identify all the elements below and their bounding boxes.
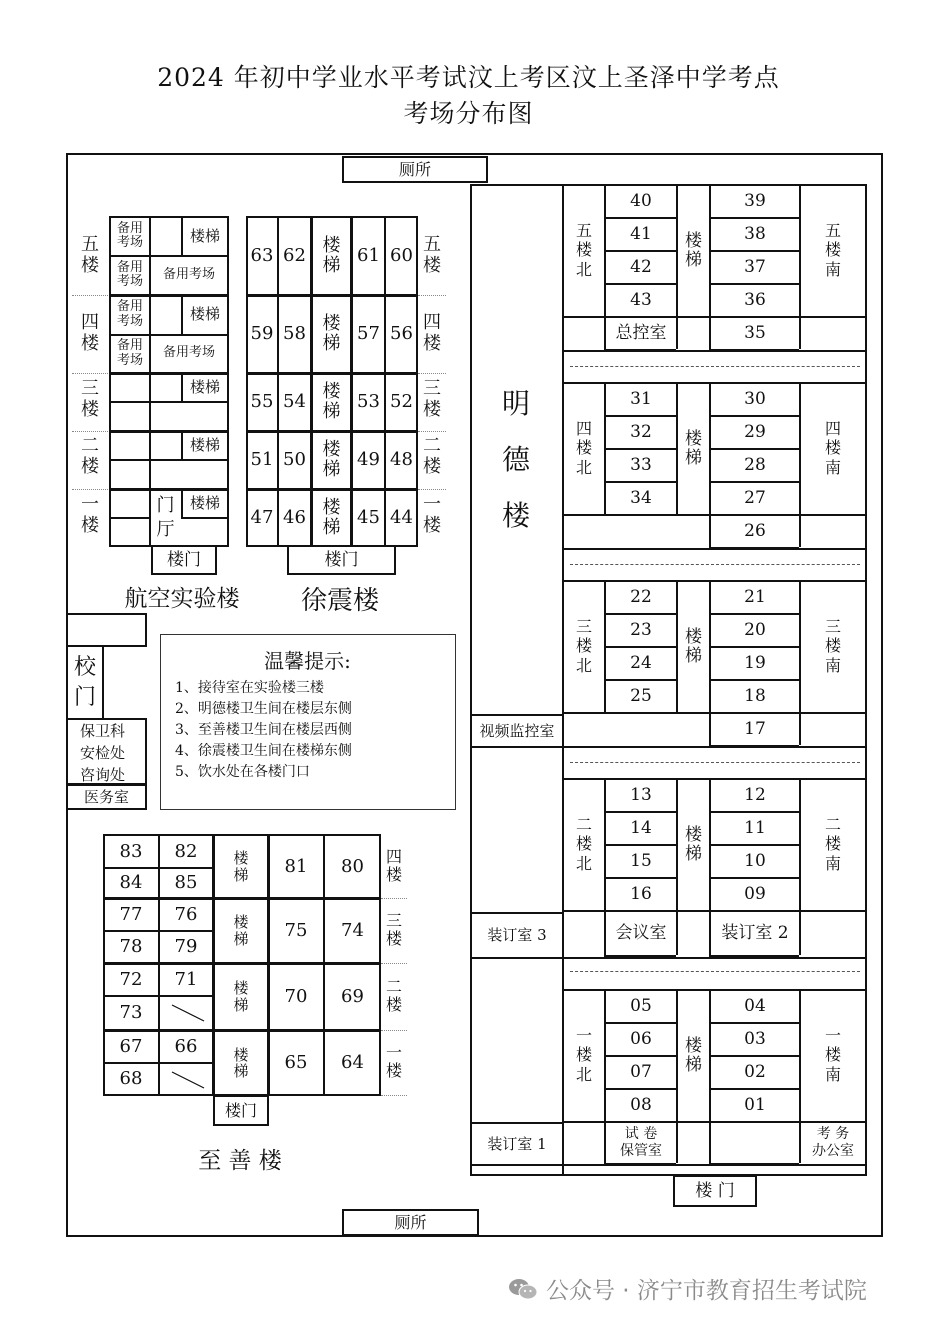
exam-room: 20 (744, 620, 766, 641)
exam-room: 73 (119, 1001, 143, 1023)
exam-room: 58 (283, 323, 306, 345)
exam-room: 69 (341, 985, 364, 1007)
exam-room: 61 (357, 244, 380, 266)
zs-floor-3: 三楼 (385, 910, 402, 948)
md-empty-cell (711, 1123, 799, 1163)
md-line (604, 1163, 676, 1165)
hk-stairs: 楼梯 (189, 305, 220, 324)
md-floor-north: 五楼北 (576, 221, 593, 279)
md-corridor (570, 971, 860, 972)
zs-stairs: 楼梯 (233, 979, 249, 1014)
exam-room: 64 (341, 1052, 364, 1074)
xz-floor-1: 一楼 (423, 494, 441, 536)
office-inspection: 安检处 (80, 744, 126, 762)
md-special-room: 试 卷 保管室 (620, 1125, 662, 1159)
exam-room: 37 (744, 257, 766, 278)
hk-floor-3: 三楼 (81, 378, 99, 420)
zs-divider (381, 1030, 407, 1031)
hk-backup-room: 备用考场 (162, 266, 215, 282)
exam-room: 62 (283, 244, 306, 266)
md-stairs: 楼梯 (685, 429, 702, 468)
exam-room: 07 (630, 1062, 652, 1083)
hk-lobby: 门厅 (156, 495, 175, 540)
hk-floor-2: 二楼 (81, 435, 99, 477)
exam-room: 66 (174, 1035, 198, 1057)
exam-room: 40 (630, 191, 652, 212)
exam-room: 72 (119, 968, 143, 990)
xz-building-name: 徐震楼 (300, 586, 379, 616)
md-line (709, 1163, 799, 1165)
exam-room: 55 (250, 391, 274, 413)
exam-room: 63 (250, 244, 274, 266)
exam-room: 54 (283, 391, 306, 413)
xz-stairs: 楼梯 (322, 381, 341, 422)
md-corridor (570, 564, 860, 565)
exam-room: 27 (744, 488, 766, 509)
exam-room: 68 (119, 1068, 143, 1090)
exam-room: 57 (357, 323, 380, 345)
exam-room: 78 (119, 935, 143, 957)
exam-room: 04 (744, 996, 766, 1017)
md-binding-room-3: 装订室 3 (487, 926, 547, 945)
exam-room: 70 (284, 985, 308, 1007)
exam-room: 50 (283, 449, 306, 471)
exam-room: 80 (341, 855, 364, 877)
tip-item: 3、至善楼卫生间在楼层西侧 (175, 722, 352, 738)
exam-room: 77 (119, 903, 143, 925)
md-special-room: 总控室 (615, 322, 667, 343)
md-stairs: 楼梯 (685, 825, 702, 864)
md-line (799, 910, 801, 955)
exam-room: 51 (250, 449, 274, 471)
md-line (799, 316, 801, 349)
zs-stairs: 楼梯 (233, 1045, 249, 1080)
exam-room: 41 (630, 224, 652, 245)
hk-door: 楼门 (151, 545, 217, 575)
exam-room: 74 (341, 919, 364, 941)
zs-divider (381, 963, 407, 964)
hk-floor-1: 一楼 (81, 494, 99, 536)
md-special-room: 装订室 2 (721, 923, 789, 944)
xz-stairs: 楼梯 (322, 497, 341, 538)
exam-room: 21 (744, 587, 766, 608)
zs-divider (381, 1095, 407, 1096)
md-line (709, 955, 799, 957)
watermark: 公众号 · 济宁市教育招生考试院 (508, 1272, 918, 1305)
exam-room: 60 (390, 244, 413, 266)
exam-room: 71 (174, 968, 198, 990)
exam-room: 25 (630, 686, 652, 707)
exam-room: 26 (744, 521, 766, 542)
zs-stairs: 楼梯 (233, 849, 249, 884)
zs-floor-2: 二楼 (385, 976, 402, 1014)
exam-room: 23 (630, 620, 652, 641)
exam-room: 12 (744, 785, 766, 806)
md-floor-north: 三楼北 (576, 617, 593, 675)
tip-item: 1、接待室在实验楼三楼 (175, 680, 324, 696)
exam-room: 19 (744, 653, 766, 674)
exam-room: 43 (630, 290, 652, 311)
exam-room: 05 (630, 996, 652, 1017)
exam-room: 13 (630, 785, 652, 806)
md-floor-north: 二楼北 (576, 815, 593, 873)
hk-backup-room: 备用考场 (116, 220, 143, 250)
exam-room: 09 (744, 884, 766, 905)
zs-stairs: 楼梯 (233, 913, 249, 948)
xz-floor-3: 三楼 (423, 378, 441, 420)
zs-door: 楼门 (213, 1095, 269, 1126)
md-corridor (570, 762, 860, 763)
exam-room: 49 (357, 449, 380, 471)
exam-room: 38 (744, 224, 766, 245)
exam-room: 10 (744, 851, 766, 872)
md-line (676, 910, 678, 955)
exam-room: 17 (744, 719, 766, 740)
md-special-room: 会议室 (615, 922, 667, 943)
exam-room: 02 (744, 1062, 766, 1083)
exam-room: 44 (390, 507, 413, 529)
zs-building-name: 至 善 楼 (198, 1148, 282, 1174)
empty-cell-slash (172, 1005, 204, 1021)
exam-room: 28 (744, 455, 766, 476)
md-video-room: 视频监控室 (479, 721, 555, 740)
exam-room: 15 (630, 851, 652, 872)
exam-room: 75 (284, 919, 308, 941)
exam-room: 01 (744, 1095, 766, 1116)
xz-floor-2: 二楼 (423, 435, 441, 477)
exam-room: 06 (630, 1029, 652, 1050)
hk-backup-room: 备用考场 (116, 338, 143, 368)
md-special-room: 考 务 办公室 (812, 1125, 854, 1159)
exam-room: 56 (390, 323, 413, 345)
md-corridor (570, 366, 860, 367)
exam-room: 32 (630, 422, 652, 443)
exam-room: 53 (357, 391, 380, 413)
exam-room: 33 (630, 455, 652, 476)
hk-floor-5: 五楼 (81, 234, 99, 276)
hk-backup-room: 备用考场 (116, 259, 143, 289)
exam-room: 30 (744, 389, 766, 410)
md-line (676, 316, 678, 349)
exam-room: 84 (119, 871, 143, 893)
exam-room: 65 (284, 1052, 308, 1074)
zs-floor-4: 四楼 (385, 846, 402, 884)
zs-divider (381, 898, 407, 899)
xz-floor-4: 四楼 (423, 312, 441, 354)
md-stairs: 楼梯 (685, 627, 702, 666)
exam-room: 35 (744, 323, 766, 344)
md-floor-south: 二楼南 (825, 815, 842, 873)
exam-room: 76 (174, 903, 198, 925)
exam-room: 39 (744, 191, 766, 212)
exam-room: 24 (630, 653, 652, 674)
exam-room: 36 (744, 290, 766, 311)
md-line (709, 547, 799, 549)
md-floor-south: 三楼南 (825, 617, 842, 675)
exam-room: 45 (357, 507, 380, 529)
md-floor-south: 一楼南 (825, 1026, 842, 1084)
exam-room: 42 (630, 257, 652, 278)
exam-room: 59 (250, 323, 274, 345)
exam-room: 82 (174, 840, 198, 862)
exam-room: 46 (283, 507, 306, 529)
tip-item: 2、明德楼卫生间在楼层东侧 (175, 701, 352, 717)
exam-room: 34 (630, 488, 652, 509)
exam-room: 14 (630, 818, 652, 839)
office-security: 保卫科 (80, 722, 126, 740)
md-line (562, 957, 867, 959)
md-floor-north: 四楼北 (576, 419, 593, 477)
office-inquiry: 咨询处 (80, 766, 126, 784)
md-floor-south: 四楼南 (825, 419, 842, 477)
md-door: 楼 门 (673, 1175, 757, 1207)
md-building-name: 明德楼 (501, 387, 530, 532)
tip-item: 4、徐震楼卫生间在楼梯东侧 (175, 743, 352, 759)
exam-room: 22 (630, 587, 652, 608)
tips-title: 温馨提示: (264, 649, 351, 673)
toilet-bottom: 厕所 (342, 1209, 479, 1236)
exam-room: 52 (390, 391, 413, 413)
exam-room: 83 (119, 840, 143, 862)
md-floor-north: 一楼北 (576, 1026, 593, 1084)
exam-room: 47 (250, 507, 274, 529)
exam-room: 16 (630, 884, 652, 905)
xz-door: 楼门 (287, 545, 396, 575)
exam-room: 03 (744, 1029, 766, 1050)
exam-room: 18 (744, 686, 766, 707)
clinic: 医务室 (66, 784, 147, 810)
md-stairs: 楼梯 (685, 231, 702, 270)
hk-stairs: 楼梯 (189, 435, 220, 454)
exam-room: 31 (630, 389, 652, 410)
hk-building-name: 航空实验楼 (124, 586, 240, 612)
md-line (709, 349, 799, 351)
md-line (676, 1121, 678, 1163)
md-line (709, 745, 799, 747)
hk-stairs: 楼梯 (189, 493, 220, 512)
tip-item: 5、饮水处在各楼门口 (175, 764, 310, 780)
hk-stairs: 楼梯 (189, 377, 220, 396)
exam-room: 08 (630, 1095, 652, 1116)
hk-floor-4: 四楼 (81, 312, 99, 354)
toilet-top: 厕所 (342, 156, 488, 183)
md-stairs: 楼梯 (685, 1036, 702, 1075)
md-line (799, 712, 801, 745)
md-binding-room-1: 装订室 1 (487, 1134, 547, 1153)
map-subtitle: 考场分布图 (403, 99, 534, 128)
exam-room: 79 (174, 935, 198, 957)
md-line (604, 955, 676, 957)
exam-room: 11 (744, 818, 766, 839)
exam-room: 85 (174, 871, 198, 893)
wechat-icon (508, 1277, 538, 1301)
md-line (799, 514, 801, 547)
md-floor-south: 五楼南 (825, 221, 842, 279)
md-line (604, 349, 676, 351)
exam-room: 67 (119, 1035, 143, 1057)
hk-backup-room: 备用考场 (116, 299, 143, 329)
xz-stairs: 楼梯 (322, 439, 341, 480)
xz-floor-5: 五楼 (423, 234, 441, 276)
exam-room: 29 (744, 422, 766, 443)
xz-stairs: 楼梯 (322, 313, 341, 354)
empty-cell-slash (172, 1072, 204, 1088)
hk-backup-room: 备用考场 (162, 345, 215, 361)
hk-stairs: 楼梯 (189, 226, 220, 245)
xz-stairs: 楼梯 (322, 234, 341, 276)
map-title: 2024 年初中学业水平考试汶上考区汶上圣泽中学考点 (157, 63, 780, 92)
exam-room: 81 (284, 855, 308, 877)
school-gate-label: 校门 (74, 655, 97, 710)
exam-room: 48 (390, 449, 413, 471)
zs-floor-1: 一楼 (385, 1042, 402, 1080)
